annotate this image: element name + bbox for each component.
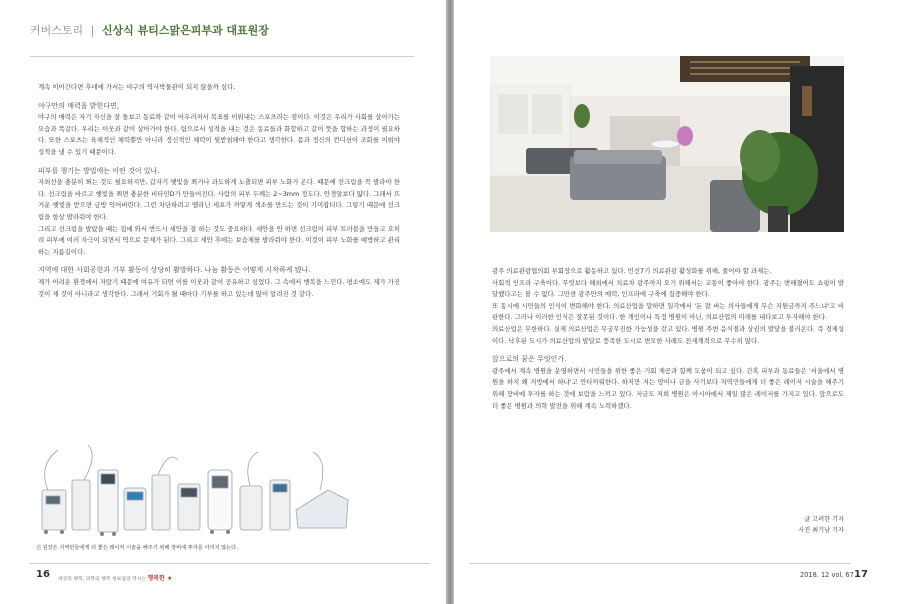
photo-credit: 사진 최기남 기자 (798, 527, 844, 534)
section-label: 커버스토리 (30, 24, 84, 37)
footer-brand-logo: 행복한 ★ (147, 575, 173, 582)
page-number: 16 (36, 569, 50, 580)
right-page (454, 0, 900, 604)
paragraph: 광주 의료관광협의회 부회장으로 활동하고 있다. 민선7기 의료관광 활성화를 위해, 풀어야 할 과제는. (492, 267, 772, 275)
footer-rule (470, 563, 850, 564)
question-heading: 앞으로의 꿈은 무엇인가. (492, 355, 567, 364)
header-separator: | (90, 24, 95, 37)
binding-gutter (446, 0, 454, 604)
question-heading: 지역에 대한 사회공헌과 기부 활동이 상당히 활발하다. 나눔 활동은 어떻게 시작하게 됐나. (38, 266, 311, 275)
paragraph: 또 동시에 시민들의 인식이 변화해야 한다. 의료산업을 말하면 일각에서 '돈 잘 버는 의사들에게 무슨 지원금까지 주느냐'고 비판한다. 그러나 이러한 인식은 잘못된 것이다. 한 개인이나 특정 병원이 아닌, 의료산업의 미래를 내다보고 투자해야 한다. (492, 301, 844, 322)
paragraph: 제가 어려운 환경에서 자랐기 때문에 여유가 되면 이를 이웃과 같이 공유하고 싶었다. 그 속에서 행복을 느낀다. 평소에도 제가 가진 것이 제 것이 아니라고 생각한다. 그래서 기회가 될 때마다 기부를 하고 있는데 많이 알려진 것 같다. (38, 277, 400, 298)
clinic-lobby-photo (490, 56, 844, 232)
running-header (30, 22, 269, 38)
paragraph: 그리고 선크림을 발랐을 때는 집에 와서 반드시 세안을 잘 하는 것도 중요하다. 세안을 안 하면 선크림이 피부 트러블을 만들고 오히려 피부에 여러 자극이 되면서 역으로 문제가 된다. 그리고 세안 후에는 보습제를 발라줘야 한다. 이것이 피부 노화를 예방하고 관리하는 지름길이다. (38, 224, 400, 256)
question-heading: 피부를 챙기는 방법에는 어떤 것이 있나. (38, 166, 160, 175)
paragraph: 사회적 인프라 구축이다. 무엇보다 해외에서 치료차 광주까지 오기 위해서는 교통이 좋아야 한다. 광주는 변해졌어도 쇼핑이 발달했다고는 볼 수 없다. 그만큼 광주만의 매력, 인프라에 구축에 집중해야 한다. (492, 278, 844, 299)
paragraph: 계속 이어간다면 후대에 가서는 야구의 역사박물관이 되지 않을까 싶다. (38, 83, 236, 91)
footer-tagline-text: 세상의 행복, 의학의 행복 청보업의 역사는 (58, 577, 146, 582)
paragraph: 야구의 매력은 자기 자신을 잘 돌보고 동료와 같이 어우러져서 목표를 이뤄내는 스포츠라는 점이다. 이것은 우리가 사회를 살아가는 모습과 똑같다. 우리는 이웃과 같이 살아가야 한다. 팀으로서 성적을 내는 것은 동료들과 화합하고 같이 뜻을 합하는 과정이 필요하다. 또한 스포츠는 육체적인 체력뿐만 아니라 정신적인 체력이 뒷받침돼야 한다고 생각한다. 몸과 정신의 컨디션이 조화를 이뤄야 성적을 낼 수 있기 때문이다. (38, 113, 400, 156)
right-body-text (492, 266, 844, 412)
photo-caption: 신 원장은 지역민들에게 더 좋은 레이저 시술을 해주기 위해 장비에 투자를 아끼지 않는다. (36, 545, 238, 551)
footer-rule (30, 563, 430, 564)
question-heading: 야구만의 매력을 밝힌다면, (38, 101, 120, 110)
page-number: 17 (854, 569, 868, 580)
footer-tagline (58, 573, 172, 582)
paragraph: 의료산업은 무한하다. 실제 의료산업은 무궁무진한 가능성을 갖고 있다. 병원 주변 음식점과 상권의 발달을 불러온다. 즉 경제성이다. 낙후된 도시가 의료산업의 발달로 풍족한 도시로 변모한 사례도 전세계적으로 무수히 많다. (492, 324, 844, 345)
article-credits (724, 514, 844, 536)
left-body-text (38, 82, 400, 300)
paragraph: 광주에서 계속 병원을 운영하면서 시민들을 위한 좋은 기회 제공과 함께 도움이 되고 싶다. 간혹 피부과 동료들은 '서울에서 병원을 하지 왜 지방에서 하냐'고 안타까워한다. 하지만 저는 땅이나 금을 사기보다 지역민들에게 더 좋은 레이저 시술을 해주기 위해 장비에 투자를 하는 것에 보람을 느끼고 있다. 지금도 저희 병원은 아시아에서 제일 많은 레이저를 가지고 있다. 앞으로도 더 좋은 병원과 의학 발전을 위해 계속 노력하겠다. (492, 366, 844, 410)
article-title: 신상식 뷰티스맑은피부과 대표원장 (101, 24, 269, 37)
writer-credit: 글 고려한 기자 (804, 516, 844, 523)
header-rule (30, 56, 414, 57)
left-page (0, 0, 446, 604)
laser-equipment-photo (28, 440, 358, 538)
paragraph: 자외선을 충분히 쬐는 것도 필요하지만, 갑자기 햇빛을 쬐거나 과도하게 노출되면 피부 노화가 온다. 때문에 선크림을 꼭 발라야 한다. 선크림을 바르고 햇빛을 쬐면 충분한 비타민D가 만들어진다. 사람의 피부 두께는 2~3mm 정도다. 안경알보다 얇다. 그래서 뜨거운 햇빛을 받으면 금방 익어버린다. 그런 차단하려고 멜라닌 세포가 까맣게 색소를 만드는 것이 기미잡티다. 그렇기 때문에 선크림을 항상 발라줘야 한다. (38, 178, 400, 221)
issue-info: 2018. 12 vol. 67 (800, 571, 854, 579)
